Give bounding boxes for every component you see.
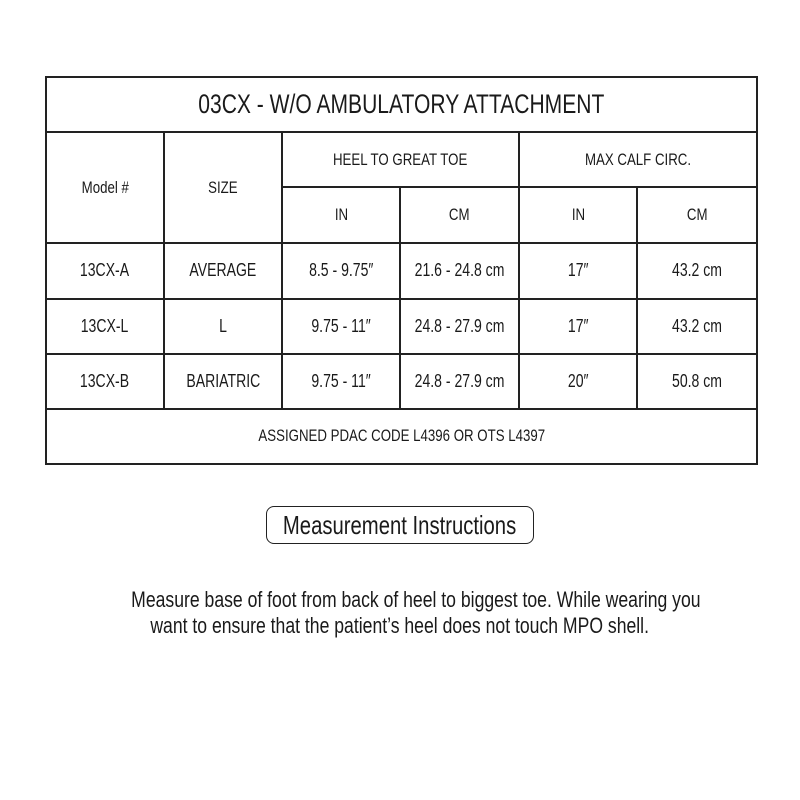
cell-size: BARIATRIC xyxy=(164,354,282,409)
table-title: 03CX - W/O AMBULATORY ATTACHMENT xyxy=(46,77,757,132)
table-row xyxy=(46,243,757,298)
cell-size: AVERAGE xyxy=(164,243,282,298)
measurement-instructions-label: Measurement Instructions xyxy=(266,506,534,544)
header-heel-to-great-toe: HEEL TO GREAT TOE xyxy=(282,132,519,187)
table-row xyxy=(46,299,757,354)
header-max-calf-circ: MAX CALF CIRC. xyxy=(519,132,757,187)
cell-calf-cm: 43.2 cm xyxy=(637,299,757,354)
cell-calf-in: 17″ xyxy=(519,299,637,354)
header-heel-in: IN xyxy=(282,187,400,243)
measurement-instructions-text xyxy=(60,587,740,639)
size-chart-table xyxy=(45,76,758,465)
header-calf-in: IN xyxy=(519,187,637,243)
cell-heel-in: 9.75 - 11″ xyxy=(282,299,400,354)
header-heel-cm: CM xyxy=(400,187,519,243)
cell-heel-cm: 24.8 - 27.9 cm xyxy=(400,299,519,354)
cell-calf-cm: 43.2 cm xyxy=(637,243,757,298)
cell-model: 13CX-L xyxy=(46,299,164,354)
cell-calf-in: 17″ xyxy=(519,243,637,298)
pdac-code-footer: ASSIGNED PDAC CODE L4396 OR OTS L4397 xyxy=(46,409,757,464)
header-calf-cm: CM xyxy=(637,187,757,243)
cell-heel-in: 8.5 - 9.75″ xyxy=(282,243,400,298)
header-model: Model # xyxy=(46,132,164,243)
cell-heel-in: 9.75 - 11″ xyxy=(282,354,400,409)
cell-model: 13CX-A xyxy=(46,243,164,298)
cell-model: 13CX-B xyxy=(46,354,164,409)
cell-heel-cm: 24.8 - 27.9 cm xyxy=(400,354,519,409)
cell-heel-cm: 21.6 - 24.8 cm xyxy=(400,243,519,298)
cell-size: L xyxy=(164,299,282,354)
header-size: SIZE xyxy=(164,132,282,243)
cell-calf-cm: 50.8 cm xyxy=(637,354,757,409)
table-row xyxy=(46,354,757,409)
cell-calf-in: 20″ xyxy=(519,354,637,409)
instructions-line-1: Measure base of foot from back of heel to biggest toe. While wearing you xyxy=(131,587,701,612)
instructions-line-2: want to ensure that the patient’s heel does not touch MPO shell. xyxy=(150,613,650,638)
